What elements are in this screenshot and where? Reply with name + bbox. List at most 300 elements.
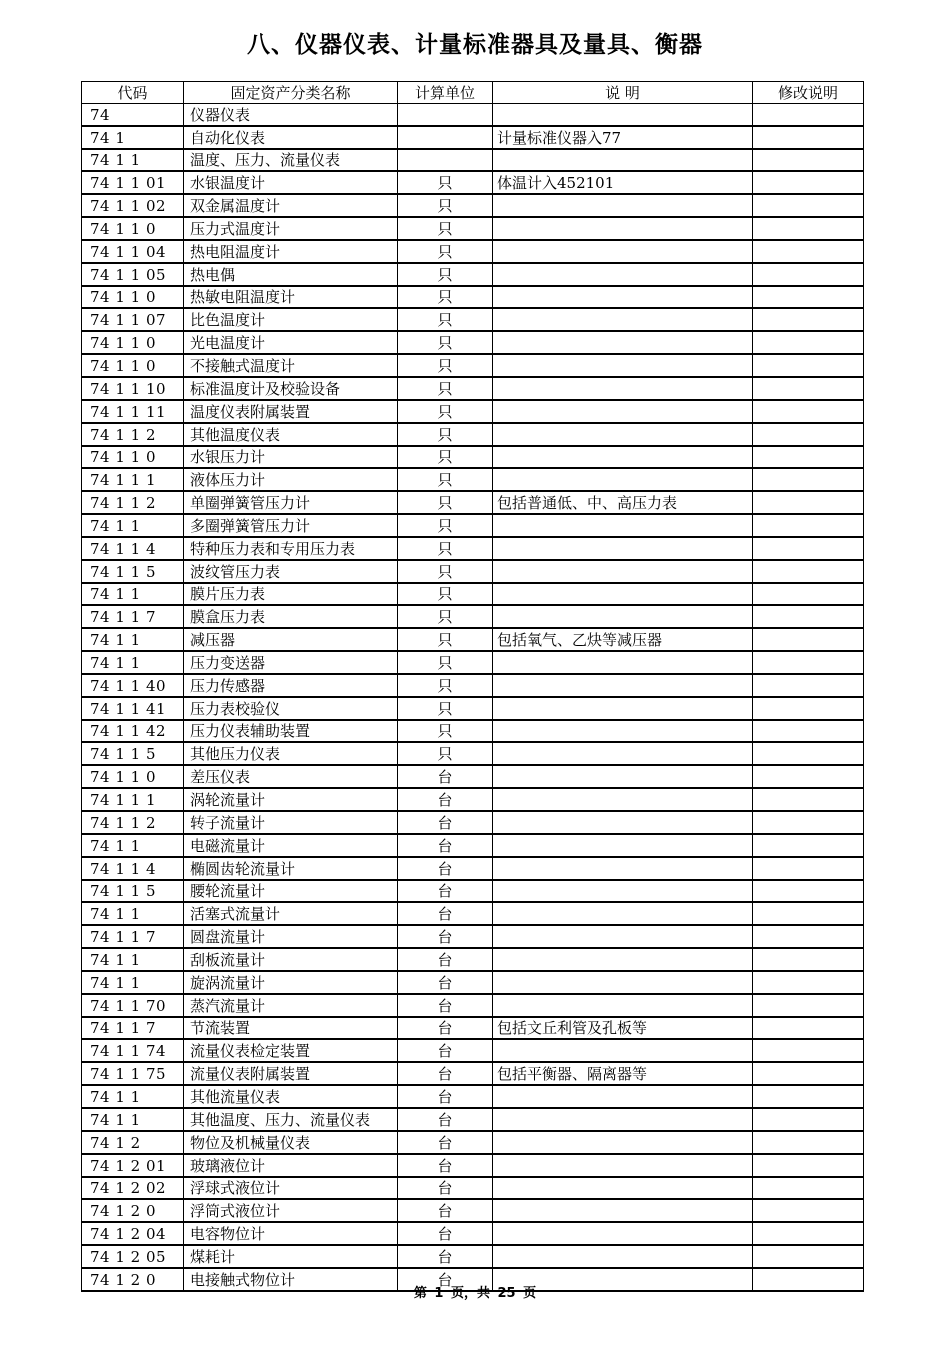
- cell-note: 包括普通低、中、高压力表: [493, 491, 753, 514]
- cell-unit: 台: [398, 788, 493, 811]
- table-row: [82, 377, 864, 400]
- page-title: 八、仪器仪表、计量标准器具及量具、衡器: [247, 32, 703, 58]
- cell-note: 包括文丘利管及孔板等: [493, 1017, 753, 1040]
- cell-name: 光电温度计: [184, 331, 398, 354]
- cell-unit: 只: [398, 263, 493, 286]
- table-row: [82, 628, 864, 651]
- cell-unit: 只: [398, 194, 493, 217]
- table-row: [82, 880, 864, 903]
- cell-name: 双金属温度计: [184, 194, 398, 217]
- cell-name: 标准温度计及校验设备: [184, 377, 398, 400]
- cell-unit: [398, 103, 493, 125]
- cell-code: 74 1 1: [82, 149, 184, 172]
- cell-modification: [753, 354, 864, 377]
- cell-code: 74 1 1: [82, 834, 184, 857]
- cell-code: 74 1 1 11: [82, 400, 184, 423]
- cell-unit: 台: [398, 1039, 493, 1062]
- table-row: [82, 1131, 864, 1154]
- cell-unit: 只: [398, 697, 493, 720]
- table-row: [82, 1199, 864, 1222]
- cell-code: 74 1 1: [82, 651, 184, 674]
- cell-code: 74 1 1 0: [82, 286, 184, 309]
- cell-code: 74 1 1 75: [82, 1062, 184, 1085]
- cell-unit: 台: [398, 1222, 493, 1245]
- cell-code: 74 1 1: [82, 902, 184, 925]
- cell-name: 多圈弹簧管压力计: [184, 514, 398, 537]
- table-row: [82, 1222, 864, 1245]
- cell-code: 74 1 1 0: [82, 217, 184, 240]
- cell-code: 74 1 1 2: [82, 423, 184, 446]
- cell-note: [493, 1177, 753, 1200]
- table-row: [82, 126, 864, 149]
- cell-note: [493, 354, 753, 377]
- cell-unit: 台: [398, 1154, 493, 1177]
- cell-code: 74 1 1 4: [82, 537, 184, 560]
- cell-modification: [753, 171, 864, 194]
- cell-modification: [753, 651, 864, 674]
- cell-name: 转子流量计: [184, 811, 398, 834]
- cell-unit: 台: [398, 880, 493, 903]
- table-row: [82, 400, 864, 423]
- cell-modification: [753, 1199, 864, 1222]
- cell-note: [493, 468, 753, 491]
- cell-note: [493, 1039, 753, 1062]
- cell-code: 74 1 1 5: [82, 880, 184, 903]
- cell-note: [493, 240, 753, 263]
- cell-code: 74: [82, 103, 184, 125]
- table-row: [82, 902, 864, 925]
- cell-note: [493, 697, 753, 720]
- cell-note: [493, 765, 753, 788]
- cell-modification: [753, 583, 864, 606]
- cell-name: 其他温度、压力、流量仪表: [184, 1108, 398, 1131]
- cell-modification: [753, 286, 864, 309]
- cell-note: [493, 994, 753, 1017]
- cell-note: [493, 880, 753, 903]
- cell-name: 流量仪表附属装置: [184, 1062, 398, 1085]
- cell-unit: 只: [398, 468, 493, 491]
- cell-name: 仪器仪表: [184, 103, 398, 125]
- table-row: [82, 468, 864, 491]
- cell-modification: [753, 605, 864, 628]
- cell-note: [493, 537, 753, 560]
- cell-name: 热敏电阻温度计: [184, 286, 398, 309]
- cell-note: [493, 834, 753, 857]
- cell-code: 74 1 1 04: [82, 240, 184, 263]
- table-row: [82, 423, 864, 446]
- table-row: [82, 1039, 864, 1062]
- header-code: 代码: [82, 82, 184, 104]
- cell-modification: [753, 857, 864, 880]
- cell-note: [493, 446, 753, 469]
- cell-code: 74 1 2 01: [82, 1154, 184, 1177]
- cell-modification: [753, 1245, 864, 1268]
- cell-unit: 只: [398, 720, 493, 743]
- table-row: [82, 697, 864, 720]
- cell-code: 74 1 1 0: [82, 331, 184, 354]
- table-row: [82, 171, 864, 194]
- cell-name: 减压器: [184, 628, 398, 651]
- cell-modification: [753, 1017, 864, 1040]
- cell-code: 74 1 1: [82, 971, 184, 994]
- cell-unit: 只: [398, 651, 493, 674]
- cell-modification: [753, 674, 864, 697]
- cell-name: 特种压力表和专用压力表: [184, 537, 398, 560]
- cell-code: 74 1 1: [82, 948, 184, 971]
- cell-unit: 台: [398, 1085, 493, 1108]
- cell-unit: 只: [398, 446, 493, 469]
- cell-modification: [753, 1108, 864, 1131]
- cell-modification: [753, 217, 864, 240]
- table-row: [82, 1245, 864, 1268]
- cell-name: 温度、压力、流量仪表: [184, 149, 398, 172]
- cell-modification: [753, 765, 864, 788]
- cell-modification: [753, 742, 864, 765]
- cell-code: 74 1 1: [82, 514, 184, 537]
- cell-name: 水银压力计: [184, 446, 398, 469]
- cell-unit: 台: [398, 1177, 493, 1200]
- cell-code: 74 1 1 7: [82, 925, 184, 948]
- cell-unit: 只: [398, 331, 493, 354]
- cell-note: [493, 857, 753, 880]
- header-name: 固定资产分类名称: [184, 82, 398, 104]
- cell-modification: [753, 1062, 864, 1085]
- cell-note: [493, 331, 753, 354]
- cell-note: [493, 217, 753, 240]
- cell-code: 74 1 1 5: [82, 560, 184, 583]
- cell-name: 压力表校验仪: [184, 697, 398, 720]
- cell-code: 74 1 1 74: [82, 1039, 184, 1062]
- cell-code: 74 1 1 02: [82, 194, 184, 217]
- cell-code: 74 1 1 7: [82, 1017, 184, 1040]
- cell-note: [493, 263, 753, 286]
- cell-code: 74 1 2 0: [82, 1268, 184, 1291]
- cell-note: [493, 925, 753, 948]
- cell-name: 节流装置: [184, 1017, 398, 1040]
- cell-code: 74 1 1 42: [82, 720, 184, 743]
- cell-name: 波纹管压力表: [184, 560, 398, 583]
- cell-name: 膜盒压力表: [184, 605, 398, 628]
- cell-code: 74 1 1 40: [82, 674, 184, 697]
- cell-note: [493, 605, 753, 628]
- cell-unit: 只: [398, 308, 493, 331]
- cell-unit: 台: [398, 1017, 493, 1040]
- table-row: [82, 605, 864, 628]
- cell-name: 活塞式流量计: [184, 902, 398, 925]
- cell-unit: 只: [398, 583, 493, 606]
- cell-code: 74 1 1 2: [82, 811, 184, 834]
- cell-code: 74 1 1 0: [82, 446, 184, 469]
- cell-unit: 只: [398, 742, 493, 765]
- cell-unit: 只: [398, 377, 493, 400]
- cell-code: 74 1 1 5: [82, 742, 184, 765]
- cell-modification: [753, 788, 864, 811]
- cell-name: 蒸汽流量计: [184, 994, 398, 1017]
- cell-modification: [753, 880, 864, 903]
- cell-name: 比色温度计: [184, 308, 398, 331]
- cell-name: 水银温度计: [184, 171, 398, 194]
- cell-unit: 只: [398, 514, 493, 537]
- cell-note: [493, 788, 753, 811]
- cell-name: 压力仪表辅助装置: [184, 720, 398, 743]
- header-unit: 计算单位: [398, 82, 493, 104]
- table-row: [82, 308, 864, 331]
- cell-note: [493, 1154, 753, 1177]
- table-row: [82, 331, 864, 354]
- cell-code: 74 1 1 7: [82, 605, 184, 628]
- cell-name: 腰轮流量计: [184, 880, 398, 903]
- cell-unit: 台: [398, 994, 493, 1017]
- cell-unit: 只: [398, 171, 493, 194]
- table-row: [82, 1017, 864, 1040]
- cell-name: 其他流量仪表: [184, 1085, 398, 1108]
- cell-name: 膜片压力表: [184, 583, 398, 606]
- cell-modification: [753, 468, 864, 491]
- cell-modification: [753, 834, 864, 857]
- cell-note: [493, 971, 753, 994]
- cell-code: 74 1 2 04: [82, 1222, 184, 1245]
- cell-name: 液体压力计: [184, 468, 398, 491]
- table-row: [82, 560, 864, 583]
- cell-modification: [753, 697, 864, 720]
- table-row: [82, 925, 864, 948]
- cell-modification: [753, 240, 864, 263]
- cell-modification: [753, 446, 864, 469]
- table-row: [82, 537, 864, 560]
- cell-note: [493, 948, 753, 971]
- cell-name: 涡轮流量计: [184, 788, 398, 811]
- header-modification: 修改说明: [753, 82, 864, 104]
- cell-code: 74 1 1: [82, 1085, 184, 1108]
- cell-modification: [753, 491, 864, 514]
- table-row: [82, 1177, 864, 1200]
- cell-note: [493, 423, 753, 446]
- cell-unit: 台: [398, 948, 493, 971]
- cell-code: 74 1 1: [82, 1108, 184, 1131]
- cell-code: 74 1 1: [82, 628, 184, 651]
- cell-name: 不接触式温度计: [184, 354, 398, 377]
- cell-name: 压力传感器: [184, 674, 398, 697]
- cell-unit: 台: [398, 971, 493, 994]
- cell-note: [493, 286, 753, 309]
- table-row: [82, 765, 864, 788]
- cell-modification: [753, 720, 864, 743]
- table-row: [82, 1108, 864, 1131]
- cell-name: 煤耗计: [184, 1245, 398, 1268]
- cell-code: 74 1 1 4: [82, 857, 184, 880]
- cell-unit: 只: [398, 560, 493, 583]
- table-row: [82, 651, 864, 674]
- cell-modification: [753, 377, 864, 400]
- cell-code: 74 1 1 0: [82, 765, 184, 788]
- cell-unit: 只: [398, 217, 493, 240]
- table-row: [82, 103, 864, 125]
- table-row: [82, 811, 864, 834]
- cell-note: [493, 1131, 753, 1154]
- cell-unit: 台: [398, 765, 493, 788]
- cell-unit: 台: [398, 1245, 493, 1268]
- header-note: 说 明: [493, 82, 753, 104]
- table-row: [82, 674, 864, 697]
- cell-name: 差压仪表: [184, 765, 398, 788]
- cell-unit: 只: [398, 286, 493, 309]
- cell-name: 浮球式液位计: [184, 1177, 398, 1200]
- cell-name: 电磁流量计: [184, 834, 398, 857]
- cell-note: 包括氧气、乙炔等减压器: [493, 628, 753, 651]
- cell-code: 74 1 1 10: [82, 377, 184, 400]
- cell-unit: 台: [398, 811, 493, 834]
- cell-modification: [753, 994, 864, 1017]
- table-row: [82, 720, 864, 743]
- cell-code: 74 1 2 0: [82, 1199, 184, 1222]
- table-row: [82, 491, 864, 514]
- cell-note: [493, 742, 753, 765]
- cell-code: 74 1 1: [82, 583, 184, 606]
- table-row: [82, 217, 864, 240]
- cell-code: 74 1 1 07: [82, 308, 184, 331]
- cell-unit: 只: [398, 491, 493, 514]
- cell-note: [493, 308, 753, 331]
- cell-name: 压力式温度计: [184, 217, 398, 240]
- cell-code: 74 1 1 0: [82, 354, 184, 377]
- table-row: [82, 857, 864, 880]
- cell-name: 玻璃液位计: [184, 1154, 398, 1177]
- cell-code: 74 1 1 1: [82, 788, 184, 811]
- cell-note: [493, 651, 753, 674]
- cell-note: [493, 1108, 753, 1131]
- cell-note: [493, 1222, 753, 1245]
- cell-note: [493, 720, 753, 743]
- cell-modification: [753, 514, 864, 537]
- cell-modification: [753, 628, 864, 651]
- cell-code: 74 1 1 01: [82, 171, 184, 194]
- cell-note: 体温计入452101: [493, 171, 753, 194]
- cell-name: 热电阻温度计: [184, 240, 398, 263]
- cell-name: 单圈弹簧管压力计: [184, 491, 398, 514]
- table-row: [82, 742, 864, 765]
- cell-unit: 台: [398, 1131, 493, 1154]
- cell-modification: [753, 331, 864, 354]
- cell-modification: [753, 560, 864, 583]
- table-header-row: [82, 82, 864, 104]
- cell-name: 电容物位计: [184, 1222, 398, 1245]
- table-row: [82, 1154, 864, 1177]
- cell-modification: [753, 308, 864, 331]
- cell-note: [493, 194, 753, 217]
- table-row: [82, 788, 864, 811]
- cell-code: 74 1 1 70: [82, 994, 184, 1017]
- cell-modification: [753, 149, 864, 172]
- cell-modification: [753, 1039, 864, 1062]
- cell-name: 温度仪表附属装置: [184, 400, 398, 423]
- table-row: [82, 446, 864, 469]
- cell-name: 其他压力仪表: [184, 742, 398, 765]
- cell-note: [493, 1199, 753, 1222]
- table-body: [82, 103, 864, 1290]
- cell-note: [493, 902, 753, 925]
- cell-modification: [753, 194, 864, 217]
- cell-note: [493, 560, 753, 583]
- table-row: [82, 971, 864, 994]
- cell-modification: [753, 902, 864, 925]
- cell-name: 物位及机械量仪表: [184, 1131, 398, 1154]
- page-footer: 第 1 页，共 25 页: [413, 1286, 537, 1301]
- cell-unit: 只: [398, 354, 493, 377]
- cell-name: 浮筒式液位计: [184, 1199, 398, 1222]
- cell-unit: 台: [398, 1268, 493, 1291]
- table-row: [82, 1062, 864, 1085]
- cell-note: [493, 400, 753, 423]
- table-row: [82, 149, 864, 172]
- table-row: [82, 994, 864, 1017]
- cell-code: 74 1: [82, 126, 184, 149]
- cell-unit: 只: [398, 537, 493, 560]
- cell-modification: [753, 971, 864, 994]
- table-row: [82, 194, 864, 217]
- cell-unit: 台: [398, 902, 493, 925]
- cell-modification: [753, 263, 864, 286]
- cell-unit: 台: [398, 857, 493, 880]
- cell-code: 74 1 2 05: [82, 1245, 184, 1268]
- cell-name: 流量仪表检定装置: [184, 1039, 398, 1062]
- cell-unit: [398, 126, 493, 149]
- cell-modification: [753, 948, 864, 971]
- cell-note: [493, 149, 753, 172]
- cell-unit: 台: [398, 1199, 493, 1222]
- cell-modification: [753, 811, 864, 834]
- cell-code: 74 1 2: [82, 1131, 184, 1154]
- cell-note: 计量标准仪器入77: [493, 126, 753, 149]
- cell-unit: 台: [398, 1108, 493, 1131]
- cell-unit: 只: [398, 400, 493, 423]
- cell-unit: 只: [398, 628, 493, 651]
- cell-modification: [753, 1177, 864, 1200]
- cell-name: 刮板流量计: [184, 948, 398, 971]
- cell-name: 压力变送器: [184, 651, 398, 674]
- cell-code: 74 1 1 41: [82, 697, 184, 720]
- cell-modification: [753, 1131, 864, 1154]
- cell-modification: [753, 925, 864, 948]
- cell-unit: 只: [398, 674, 493, 697]
- cell-modification: [753, 126, 864, 149]
- table-row: [82, 834, 864, 857]
- cell-name: 电接触式物位计: [184, 1268, 398, 1291]
- cell-note: [493, 514, 753, 537]
- cell-unit: 台: [398, 1062, 493, 1085]
- cell-note: [493, 811, 753, 834]
- cell-unit: 只: [398, 605, 493, 628]
- cell-modification: [753, 537, 864, 560]
- cell-modification: [753, 400, 864, 423]
- cell-code: 74 1 1 05: [82, 263, 184, 286]
- table-row: [82, 583, 864, 606]
- cell-modification: [753, 103, 864, 125]
- cell-note: [493, 583, 753, 606]
- cell-modification: [753, 1085, 864, 1108]
- cell-unit: 台: [398, 925, 493, 948]
- cell-modification: [753, 423, 864, 446]
- cell-name: 椭圆齿轮流量计: [184, 857, 398, 880]
- cell-modification: [753, 1154, 864, 1177]
- cell-name: 自动化仪表: [184, 126, 398, 149]
- cell-note: [493, 1245, 753, 1268]
- cell-name: 圆盘流量计: [184, 925, 398, 948]
- cell-code: 74 1 1 2: [82, 491, 184, 514]
- cell-name: 其他温度仪表: [184, 423, 398, 446]
- cell-code: 74 1 1 1: [82, 468, 184, 491]
- cell-name: 旋涡流量计: [184, 971, 398, 994]
- cell-note: 包括平衡器、隔离器等: [493, 1062, 753, 1085]
